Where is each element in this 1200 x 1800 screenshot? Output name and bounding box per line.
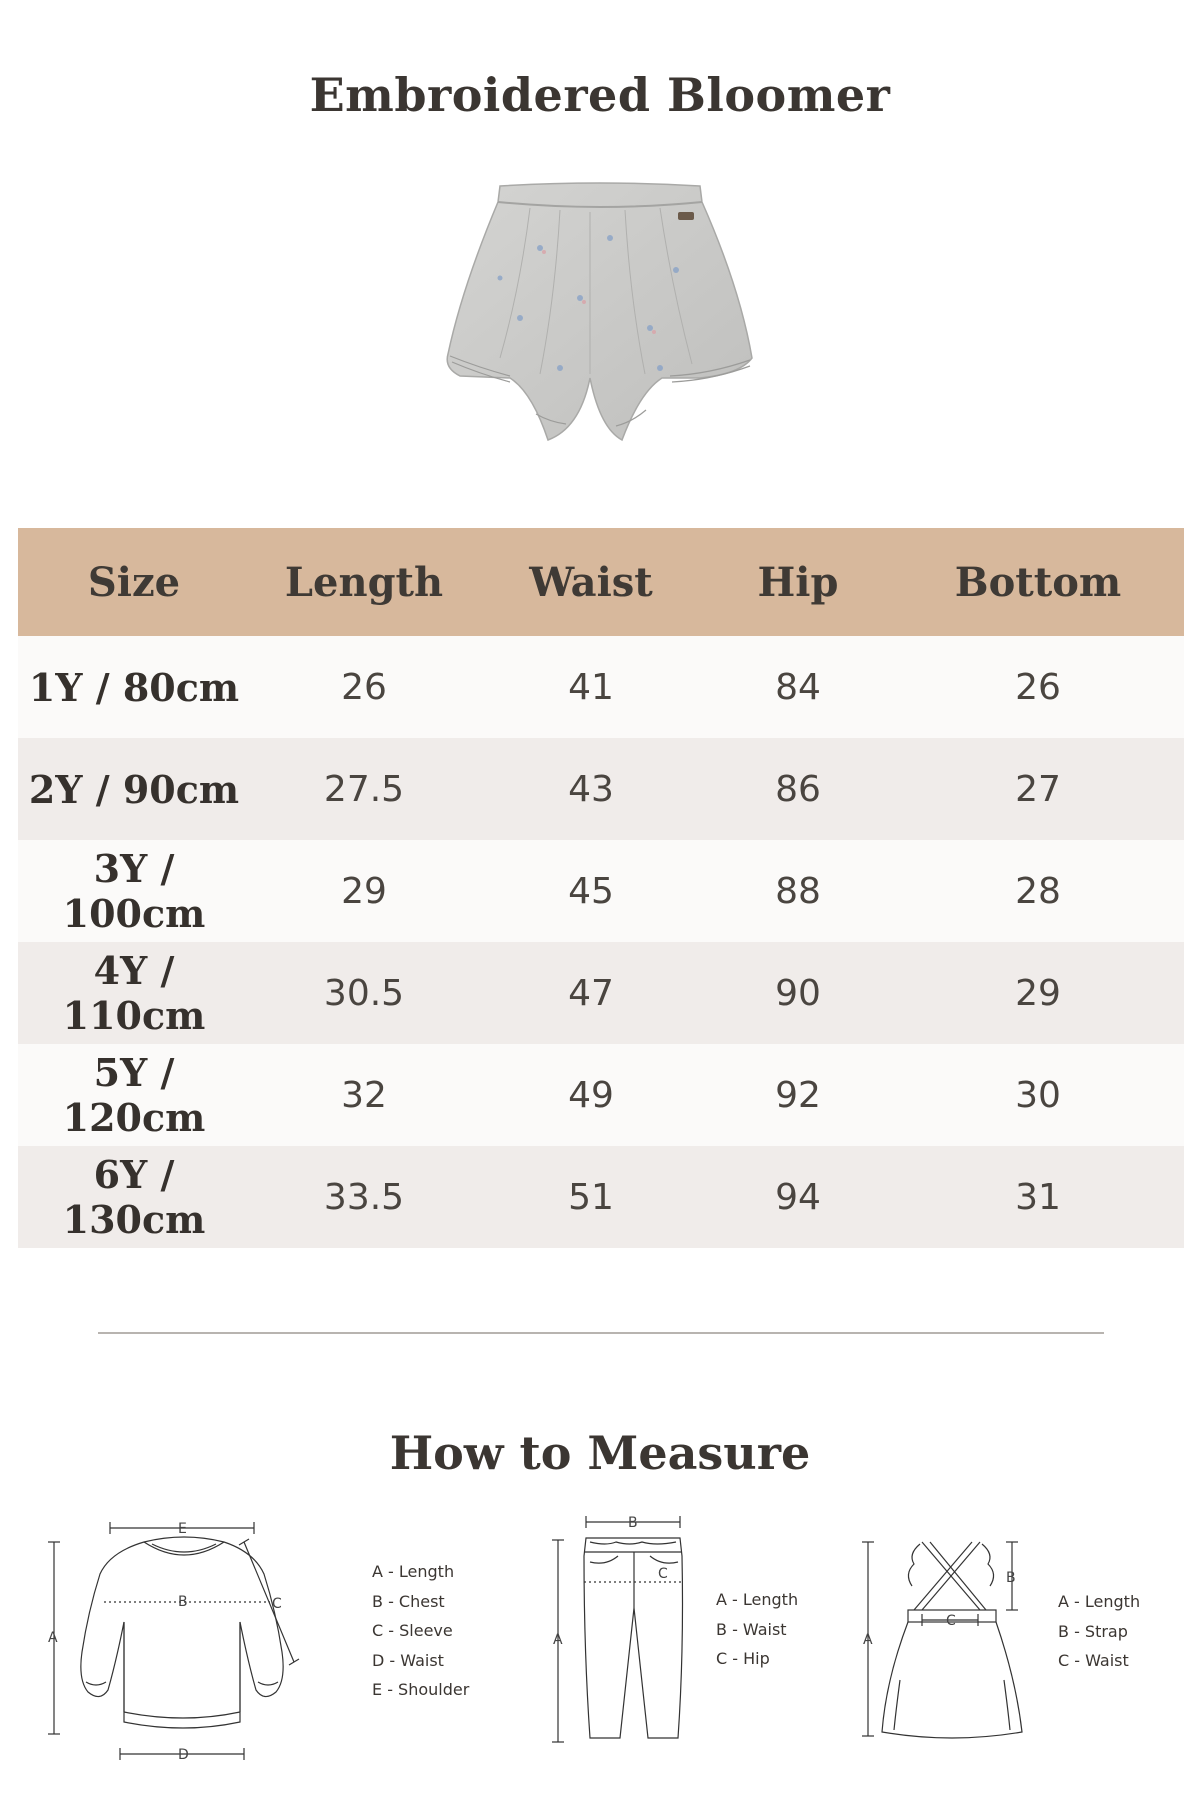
product-title: Embroidered Bloomer	[309, 68, 891, 122]
legend-item: B - Waist	[716, 1619, 787, 1639]
cell-bottom: 31	[892, 1146, 1184, 1248]
cell-size: 6Y / 130cm	[18, 1146, 250, 1248]
cell-size: 3Y / 100cm	[18, 840, 250, 942]
legend-item: A - Length	[372, 1562, 455, 1581]
cell-length: 29	[250, 840, 478, 942]
cell-hip: 92	[704, 1044, 892, 1146]
cell-waist: 43	[478, 738, 704, 840]
cell-hip: 90	[704, 942, 892, 1044]
table-row	[18, 636, 1184, 738]
header-size: Size	[18, 528, 250, 636]
header-bottom: Bottom	[892, 528, 1184, 636]
header-hip: Hip	[704, 528, 892, 636]
mark-a: A	[48, 1630, 58, 1646]
mark-a: A	[863, 1632, 873, 1648]
sweatshirt-legend	[372, 1557, 469, 1705]
cell-hip: 88	[704, 840, 892, 942]
table-row	[18, 942, 1184, 1044]
cell-size: 4Y / 110cm	[18, 942, 250, 1044]
cell-length: 27.5	[250, 738, 478, 840]
cell-bottom: 29	[892, 942, 1184, 1044]
header-waist: Waist	[478, 528, 704, 636]
cell-hip: 86	[704, 738, 892, 840]
cell-waist: 51	[478, 1146, 704, 1248]
cell-size: 5Y / 120cm	[18, 1044, 250, 1146]
sweatshirt-diagram	[44, 1512, 344, 1767]
cell-length: 26	[250, 636, 478, 738]
cell-size: 2Y / 90cm	[18, 738, 250, 840]
pants-diagram	[546, 1512, 706, 1752]
suspender-legend	[1058, 1587, 1140, 1676]
table-row	[18, 1146, 1184, 1248]
cell-size: 1Y / 80cm	[18, 636, 250, 738]
cell-waist: 41	[478, 636, 704, 738]
cell-hip: 94	[704, 1146, 892, 1248]
header-length: Length	[250, 528, 478, 636]
mark-c: C	[658, 1566, 668, 1582]
cell-waist: 49	[478, 1044, 704, 1146]
how-to-measure-title: How to Measure	[389, 1426, 811, 1480]
table-header-row	[18, 528, 1184, 636]
table-row	[18, 1044, 1184, 1146]
pants-legend	[716, 1585, 798, 1674]
mark-c: C	[946, 1613, 956, 1629]
cell-waist: 47	[478, 942, 704, 1044]
mark-e: E	[178, 1521, 187, 1537]
cell-length: 32	[250, 1044, 478, 1146]
legend-item: B - Chest	[372, 1591, 445, 1611]
cell-hip: 84	[704, 636, 892, 738]
cell-bottom: 26	[892, 636, 1184, 738]
mark-d: D	[178, 1747, 189, 1763]
mark-c: C	[272, 1596, 282, 1612]
mark-b: B	[1006, 1570, 1016, 1586]
cell-length: 30.5	[250, 942, 478, 1044]
size-chart-table	[18, 528, 1184, 1248]
mark-b: B	[628, 1515, 638, 1531]
legend-item: C - Hip	[716, 1649, 770, 1668]
mark-b: B	[178, 1594, 188, 1610]
legend-item: E - Shoulder	[372, 1680, 470, 1699]
cell-bottom: 30	[892, 1044, 1184, 1146]
mark-a: A	[553, 1632, 563, 1648]
table-row	[18, 738, 1184, 840]
legend-item: A - Length	[716, 1590, 799, 1609]
cell-bottom: 28	[892, 840, 1184, 942]
legend-item: C - Sleeve	[372, 1621, 453, 1640]
cell-bottom: 27	[892, 738, 1184, 840]
cell-waist: 45	[478, 840, 704, 942]
legend-item: B - Strap	[1058, 1621, 1128, 1641]
table-row	[18, 840, 1184, 942]
legend-item: D - Waist	[372, 1650, 444, 1670]
legend-item: A - Length	[1058, 1592, 1141, 1611]
cell-length: 33.5	[250, 1146, 478, 1248]
section-divider	[98, 1332, 1104, 1334]
bloomer-photo	[440, 178, 760, 448]
legend-item: C - Waist	[1058, 1651, 1129, 1670]
suspender-skirt-diagram	[856, 1530, 1026, 1755]
